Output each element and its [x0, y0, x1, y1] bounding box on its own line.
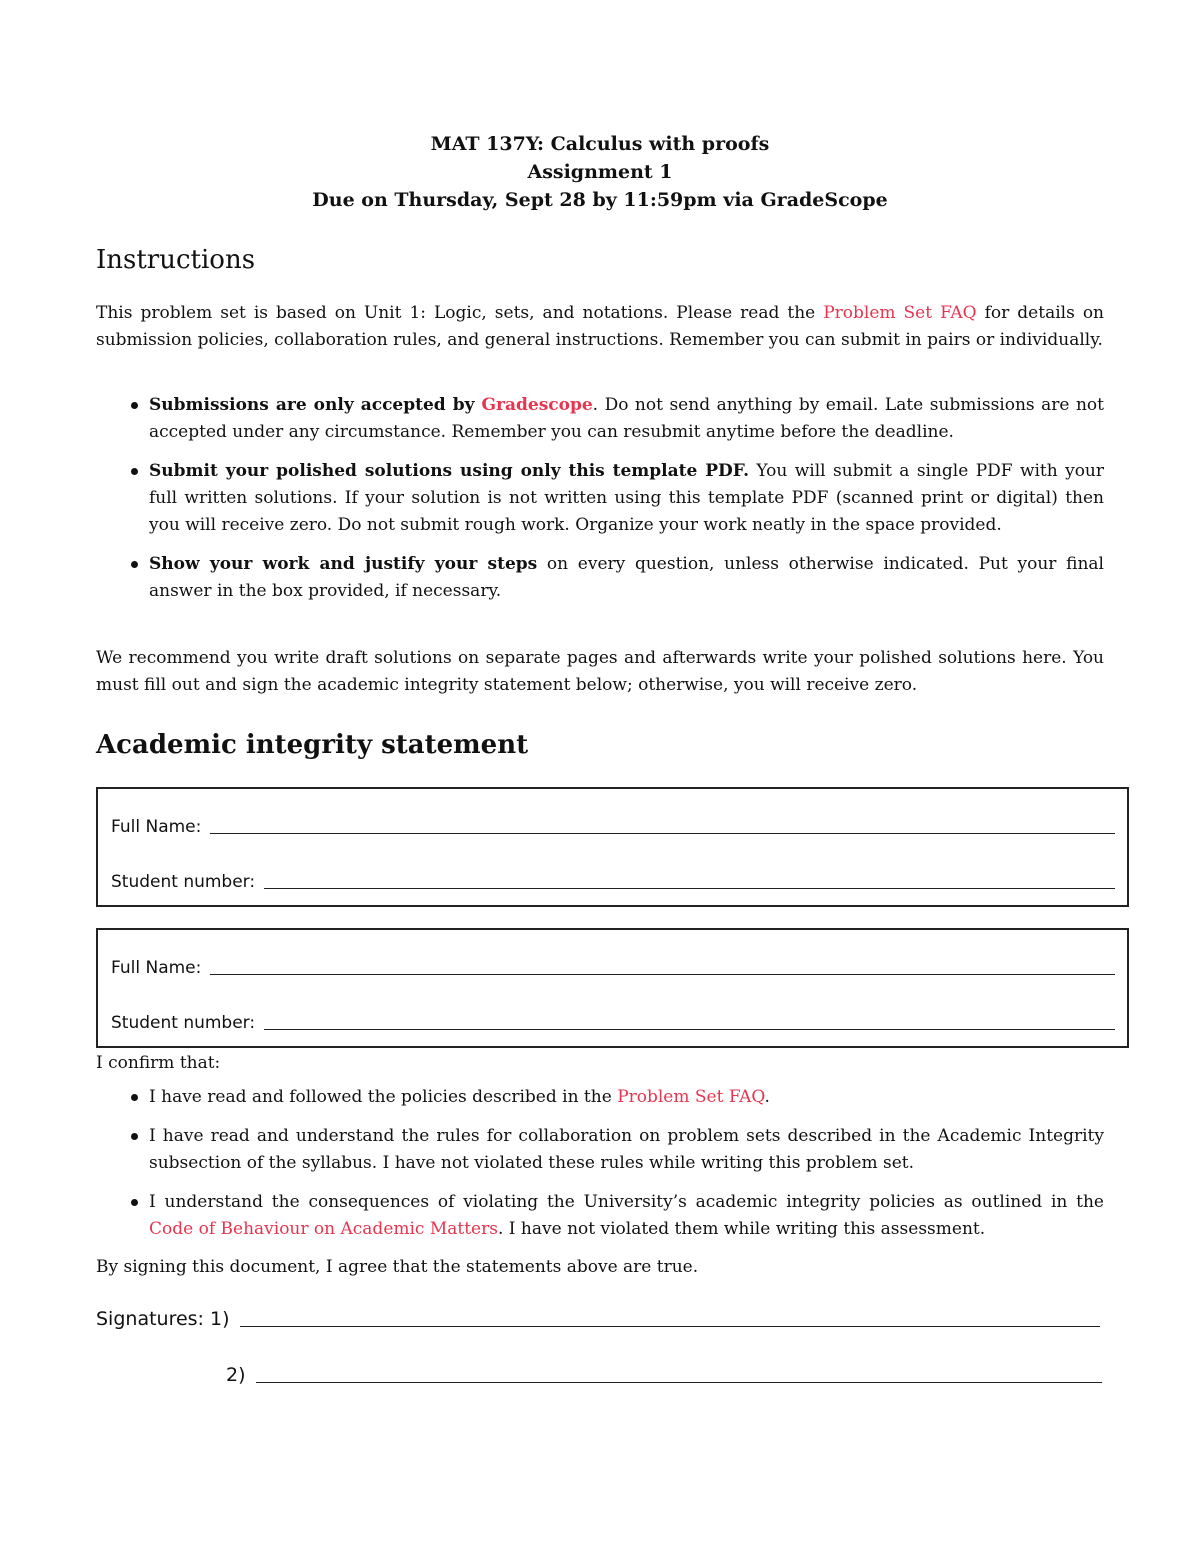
- bullet-icon: [131, 1199, 138, 1206]
- student-number-field[interactable]: [111, 1013, 1115, 1033]
- full-name-field[interactable]: [111, 817, 1115, 837]
- bullet-icon: [131, 561, 138, 568]
- student-number-field[interactable]: [111, 872, 1115, 892]
- bullet-bold-text: Submit your polished solutions using only this template PDF.: [149, 461, 750, 481]
- bullet-text: I have read and understand the rules for collaboration on problem sets described in the Academic Integrity subsection of the syllabus. I have not violated these rules while writing this problem set.: [149, 1126, 1104, 1173]
- list-item: [96, 1123, 1104, 1177]
- bullet-icon: [131, 468, 138, 475]
- signature-1-field[interactable]: [96, 1308, 1100, 1330]
- full-name-line[interactable]: [210, 833, 1115, 834]
- bullet-bold-text: Submissions are only accepted by: [149, 395, 482, 415]
- student-number-line[interactable]: [264, 888, 1115, 889]
- due-date: Due on Thursday, Sept 28 by 11:59pm via GradeScope: [312, 189, 888, 211]
- instructions-closing: We recommend you write draft solutions on separate pages and afterwards write your polished solutions here. You must fill out and sign the academic integrity statement below; otherwise, you will receive zero.: [96, 648, 1104, 695]
- student-info-box-1: [96, 787, 1129, 907]
- course-title: MAT 137Y: Calculus with proofs: [430, 133, 770, 155]
- bullet-text: You will submit a single PDF with your full written solutions. If your solution is not written using this template PDF (scanned print or digital) then you will receive zero. Do not submit rough work. Organize your work neatly in the space provided.: [149, 461, 1105, 535]
- bullet-text: . Do not send anything by email. Late submissions are not accepted under any circumstance. Remember you can resubmit anytime before the deadline.: [149, 395, 1104, 442]
- bullet-icon: [131, 1094, 138, 1101]
- instructions-heading: Instructions: [96, 245, 256, 275]
- instructions-bullet-list: [96, 392, 1104, 617]
- confirm-intro: I confirm that:: [96, 1053, 221, 1073]
- gradescope-link[interactable]: Gradescope: [481, 395, 593, 415]
- full-name-label: Full Name:: [111, 958, 202, 978]
- full-name-label: Full Name:: [111, 817, 202, 837]
- signature-2-line[interactable]: [256, 1382, 1102, 1383]
- bullet-text: I have read and followed the policies described in the: [149, 1087, 618, 1107]
- student-number-label: Student number:: [111, 1013, 256, 1033]
- agreement-text: By signing this document, I agree that the statements above are true.: [96, 1257, 699, 1277]
- bullet-text: I understand the consequences of violating the University’s academic integrity policies as outlined in the: [149, 1192, 1104, 1212]
- instructions-intro: [96, 300, 1104, 354]
- list-item: [96, 392, 1104, 446]
- list-item: [96, 1084, 1104, 1111]
- signature-1-label: Signatures: 1): [96, 1308, 230, 1330]
- problem-set-faq-link[interactable]: Problem Set FAQ: [823, 303, 977, 323]
- intro-text-1: This problem set is based on Unit 1: Logic, sets, and notations. Please read the: [96, 303, 824, 323]
- code-of-behaviour-link[interactable]: Code of Behaviour on Academic Matters: [149, 1219, 498, 1239]
- list-item: [96, 551, 1104, 605]
- bullet-text: on every question, unless otherwise indicated. Put your final answer in the box provided, if necessary.: [149, 554, 1104, 601]
- signature-1-line[interactable]: [240, 1326, 1100, 1327]
- assignment-title: Assignment 1: [527, 161, 673, 183]
- student-number-label: Student number:: [111, 872, 256, 892]
- student-info-box-2: [96, 928, 1129, 1048]
- document-header: [0, 130, 1200, 214]
- bullet-bold-text: Show your work and justify your steps: [149, 554, 538, 574]
- list-item: [96, 458, 1104, 539]
- signature-2-field[interactable]: [226, 1364, 1102, 1386]
- bullet-text: . I have not violated them while writing this assessment.: [497, 1219, 986, 1239]
- intro-text-2: for details on submission policies, collaboration rules, and general instructions. Remember you can submit in pairs or individually.: [96, 303, 1105, 350]
- full-name-field[interactable]: [111, 958, 1115, 978]
- list-item: [96, 1189, 1104, 1243]
- bullet-icon: [131, 402, 138, 409]
- full-name-line[interactable]: [210, 974, 1115, 975]
- bullet-text: .: [764, 1087, 770, 1107]
- confirm-bullet-list: [96, 1084, 1104, 1255]
- signature-2-label: 2): [226, 1364, 246, 1386]
- integrity-heading: Academic integrity statement: [96, 730, 529, 760]
- bullet-icon: [131, 1133, 138, 1140]
- student-number-line[interactable]: [264, 1029, 1115, 1030]
- problem-set-faq-link[interactable]: Problem Set FAQ: [617, 1087, 765, 1107]
